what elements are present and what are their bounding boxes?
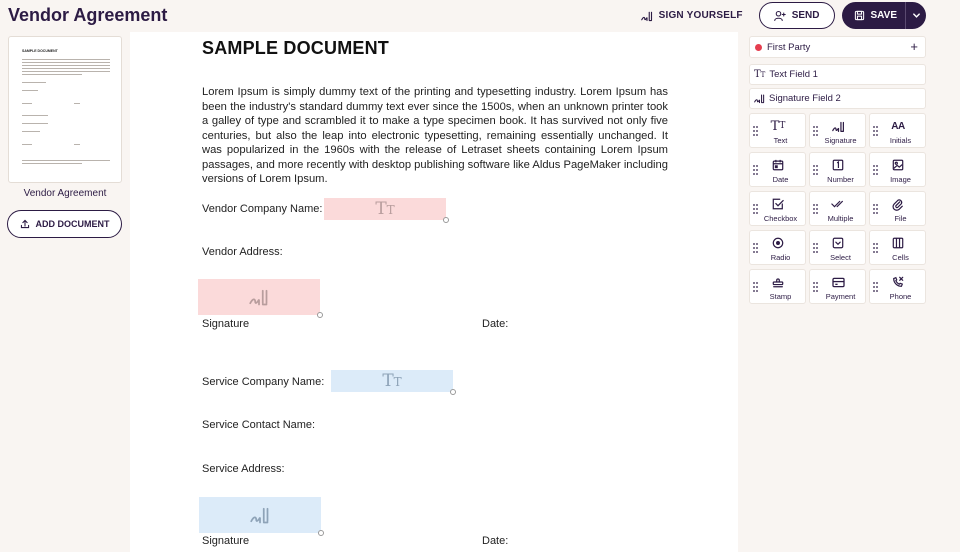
tool-label: Number <box>827 175 854 184</box>
add-party-icon[interactable]: + <box>910 39 918 54</box>
drag-handle-icon <box>813 126 818 136</box>
tool-label: Text <box>773 136 788 145</box>
drag-handle-icon <box>873 282 878 292</box>
tool-stamp[interactable] <box>749 269 806 304</box>
tool-label: Stamp <box>769 292 792 301</box>
vendor-address-label: Vendor Address: <box>202 246 283 258</box>
service-contact-name-label: Service Contact Name: <box>202 419 316 431</box>
text-field-3[interactable] <box>331 370 453 392</box>
drag-handle-icon <box>873 126 878 136</box>
floppy-disk-icon <box>854 10 865 21</box>
tool-label: Checkbox <box>763 214 798 223</box>
tool-label: Radio <box>770 253 791 262</box>
tool-phone[interactable] <box>869 269 926 304</box>
radio-icon <box>769 235 787 251</box>
checkbox-icon <box>769 196 787 212</box>
drag-handle-icon <box>813 165 818 175</box>
save-button[interactable] <box>842 2 927 29</box>
upload-icon <box>20 219 30 229</box>
text-icon: TT <box>375 199 395 219</box>
cells-icon <box>889 235 907 251</box>
text-field-1[interactable] <box>324 198 446 220</box>
service-address-label: Service Address: <box>202 463 285 475</box>
tool-payment[interactable] <box>809 269 866 304</box>
add-user-icon <box>774 10 786 22</box>
text-icon: T T <box>770 118 786 134</box>
date-label-2: Date: <box>482 535 509 547</box>
tool-file[interactable] <box>869 191 926 226</box>
signature-icon <box>248 287 270 307</box>
save-label: SAVE <box>870 10 897 21</box>
phone-icon <box>889 274 907 290</box>
save-main[interactable] <box>842 2 907 29</box>
tool-select[interactable] <box>809 230 866 265</box>
signature-icon <box>641 10 653 22</box>
signature-label-2: Signature <box>202 535 250 547</box>
drag-handle-icon <box>813 282 818 292</box>
drag-handle-icon <box>753 282 758 292</box>
tool-signature[interactable] <box>809 113 866 148</box>
add-document-button[interactable] <box>7 210 122 238</box>
drag-handle-icon <box>813 204 818 214</box>
sign-yourself-button[interactable] <box>641 10 743 22</box>
tool-label: Image <box>890 175 911 184</box>
signature-icon <box>754 93 765 104</box>
stamp-icon <box>769 274 787 290</box>
image-icon <box>889 157 907 173</box>
calendar-icon <box>769 157 787 173</box>
save-options-dropdown[interactable] <box>906 2 926 29</box>
drag-handle-icon <box>813 243 818 253</box>
tool-label: Select <box>830 253 851 262</box>
tool-label: Cells <box>892 253 909 262</box>
tool-text[interactable] <box>749 113 806 148</box>
tool-multiple[interactable] <box>809 191 866 226</box>
vendor-company-name-label: Vendor Company Name: <box>202 203 323 215</box>
text-icon: TT <box>382 371 402 391</box>
date-label-1: Date: <box>482 318 509 330</box>
resize-handle[interactable] <box>443 217 449 223</box>
paperclip-icon <box>889 196 907 212</box>
document-heading: SAMPLE DOCUMENT <box>202 38 389 58</box>
tool-label: Payment <box>825 292 856 301</box>
tool-number[interactable] <box>809 152 866 187</box>
drag-handle-icon <box>873 243 878 253</box>
tool-image[interactable] <box>869 152 926 187</box>
tool-label: Date <box>772 175 789 184</box>
resize-handle[interactable] <box>450 389 456 395</box>
drag-handle-icon <box>753 165 758 175</box>
multiple-check-icon <box>829 196 847 212</box>
thumbnail-title: SAMPLE DOCUMENT <box>22 49 58 53</box>
drag-handle-icon <box>753 204 758 214</box>
tool-label: Multiple <box>827 214 854 223</box>
document-name: Vendor Agreement <box>23 188 107 199</box>
party-name: First Party <box>767 41 811 53</box>
field-list-label: Text Field 1 <box>769 69 818 80</box>
drag-handle-icon <box>753 126 758 136</box>
document-canvas[interactable] <box>130 32 738 552</box>
field-list-item[interactable] <box>749 88 926 109</box>
page-title: Vendor Agreement <box>8 5 168 25</box>
party-selector[interactable] <box>749 36 926 58</box>
text-icon: TT <box>754 69 766 80</box>
resize-handle[interactable] <box>318 530 324 536</box>
number-icon <box>829 157 847 173</box>
tool-cells[interactable] <box>869 230 926 265</box>
document-thumbnail[interactable] <box>8 36 122 183</box>
add-document-label: ADD DOCUMENT <box>35 219 110 229</box>
field-list-label: Signature Field 2 <box>769 93 841 104</box>
send-button[interactable] <box>759 2 835 29</box>
send-label: SEND <box>791 10 820 21</box>
service-company-name-label: Service Company Name: <box>202 376 325 388</box>
signature-field-2[interactable] <box>198 279 320 315</box>
initials-icon: AA <box>891 120 905 132</box>
tool-label: Signature <box>824 136 857 145</box>
drag-handle-icon <box>873 204 878 214</box>
drag-handle-icon <box>873 165 878 175</box>
party-color-dot <box>755 44 762 51</box>
signature-icon <box>249 505 271 525</box>
chevron-down-icon <box>912 11 921 20</box>
sign-yourself-label: SIGN YOURSELF <box>658 10 743 21</box>
tool-radio[interactable] <box>749 230 806 265</box>
tool-label: File <box>894 214 907 223</box>
drag-handle-icon <box>753 243 758 253</box>
tool-label: Initials <box>889 136 912 145</box>
field-list-item[interactable] <box>749 64 926 85</box>
resize-handle[interactable] <box>317 312 323 318</box>
header-actions <box>641 2 926 29</box>
tool-checkbox[interactable] <box>749 191 806 226</box>
tool-date[interactable] <box>749 152 806 187</box>
signature-field-4[interactable] <box>199 497 321 533</box>
tool-initials[interactable] <box>869 113 926 148</box>
payment-icon <box>829 274 847 290</box>
select-icon <box>829 235 847 251</box>
signature-icon <box>829 118 847 134</box>
signature-label-1: Signature <box>202 318 250 330</box>
document-paragraph: Lorem Ipsum is simply dummy text of the printing and typesetting industry. Lorem Ipsum has been the industry's standard dummy text ever since the 1500s, when an unknown printer took a galley of type and scrambled it to make a type specimen book. It has survived not only five centuries, but also the leap into electronic typesetting, remaining essentially unchanged. It was popularized in the 1960s with the release of Letraset sheets containing Lorem Ipsum passages, and more recently with desktop publishing software like Aldus PageMaker including versions of Lorem Ipsum. <box>202 86 668 185</box>
tool-label: Phone <box>889 292 912 301</box>
